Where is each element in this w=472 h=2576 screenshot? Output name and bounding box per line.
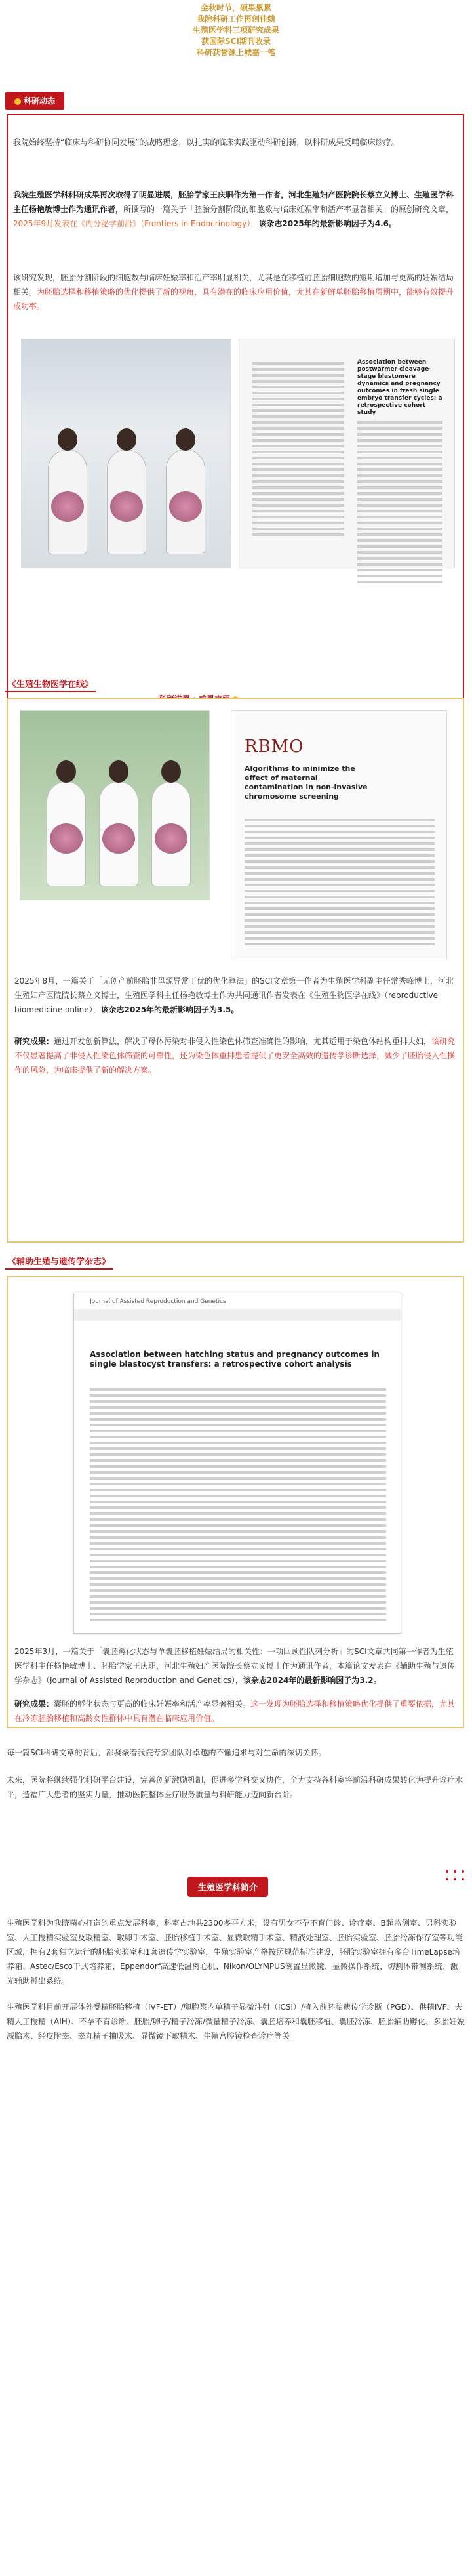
flower-bouquet bbox=[102, 823, 135, 854]
intro-paragraph: 生殖医学科为我院精心打造的重点发展科室，科室占地共2300多平方米，设有男女不孕不育门诊、诊疗室、B超监测室、男科实验室、人工授精实验室及取精室、取卵手术室、胚胎移植手术室、显微取精手术室、精液处理室、胚胎实验室、胚胎冷冻保存室等功能区域，拥有2套独立运行的胚胎实验室和1套遗传学实验室，生殖实验室产格按照规范标准建设，胚胎实验室拥有多台TimeLapse培养箱、Astec/Esco干式培养箱、Eppendorf高速低温离心机、Nikon/OLYMPUS倒置显微镜、显微操作系统、切割体带测系统、激光辅助孵出系统。 bbox=[7, 1919, 463, 1985]
paper1-paragraph: 我院生殖医学科科研成果再次取得了明显进展，胚胎学家王庆职作为第一作者，河北生殖妇产医院院长蔡立义博士、生殖医学科主任杨艳敏博士作为通讯作者，所撰写的一篇关于「胚胎分割阶段的细胞数与临床妊娠率和活产率显著相关」的原创研究文章，2025年9月发表在《内分泌学前沿》（Frontiers in Endocrinology），该杂志2025年的最新影响因子为4.6。 bbox=[13, 190, 454, 228]
journal-header: Journal of Assisted Reproduction and Genetics bbox=[90, 1298, 226, 1305]
paper-text-lines bbox=[252, 359, 344, 539]
person-head bbox=[56, 760, 76, 783]
paper2-title: Algorithms to minimize the effect of maternal contamination in non-invasive chromosome screening bbox=[245, 764, 368, 800]
intro-line: 获国际SCI期刊收录 bbox=[201, 37, 271, 46]
department-intro-body bbox=[7, 1916, 465, 2055]
paper-text-lines bbox=[245, 816, 435, 949]
paper1-findings: 该研究发现，胚胎分割阶段的细胞数与临床妊娠率和活产率明显相关，尤其是在移植前胚胎细胞数的短期增加与更高的妊娠结局相关。为胚胎选择和移植策略的优化提供了新的视角，具有潜在的临床应用价值，尤其在新鲜单胚胎移植周期中，能够有效提升成功率。 bbox=[13, 273, 454, 311]
rbmo-section-tag: 《生殖生物医学在线》 bbox=[5, 676, 96, 692]
person-head bbox=[117, 428, 136, 451]
dots-decoration-icon bbox=[443, 1867, 467, 1891]
paper3-screenshot bbox=[73, 1293, 401, 1634]
lead-paragraph: 我院始终坚持“临床与科研协同发展”的战略理念，以扎实的临床实践驱动科研创新，以科研成果反哺临床诊疗。 bbox=[13, 138, 399, 147]
paper1-title: Association between postwarmer cleavage-stage blastomere dynamics and pregnancy outcomes in fresh single embryo transfer cycles: a retrospective cohort study bbox=[357, 359, 442, 416]
department-intro-tag: 生殖医学科简介 bbox=[187, 1877, 268, 1897]
research-card bbox=[7, 114, 464, 764]
paper3-title: Association between hatching status and pregnancy outcomes in single blastocyst transfers: a retrospective cohort analysis bbox=[90, 1350, 380, 1369]
author-photo bbox=[20, 710, 210, 900]
closing-text bbox=[7, 1745, 465, 1815]
intro-lines bbox=[0, 0, 472, 58]
research-tag: 科研动态 bbox=[5, 92, 64, 110]
flower-bouquet bbox=[155, 823, 187, 854]
intro-line: 金秋时节，硕果累累 bbox=[200, 3, 271, 12]
intro-line: 科研获誉源上城嘉一笔 bbox=[196, 48, 275, 57]
pin-icon bbox=[14, 98, 21, 105]
jarg-section-tag: 《辅助生殖与遗传学杂志》 bbox=[5, 1253, 113, 1270]
closing-paragraph: 未来，医院将继续强化科研平台建设，完善创新激励机制，促进多学科交叉协作，全力支持各科室将前沿科研成果转化为提升诊疗水平，造福广大患者的坚实力量，推动医院整体医疗服务质量与科研能力迈向新台阶。 bbox=[7, 1776, 463, 1799]
flower-bouquet bbox=[51, 491, 84, 522]
paper2-screenshot bbox=[231, 710, 447, 959]
flower-bouquet bbox=[50, 823, 83, 854]
paper2-paragraph: 2025年8月，一篇关于「无创产前胚胎非母源异常于优的优化算法」的SCI文章第一作者为生殖医学科副主任常秀峰博士，河北生殖妇产医院院长蔡立义博士，生殖医学科主任杨艳敏博士作为共同通讯作者发表在《生殖生物医学在线》（reproductive biomedicine online），该杂志2025年的最新影响因子为3.5。 bbox=[14, 976, 454, 1014]
intro-line: 生殖医学科三项研究成果 bbox=[192, 26, 279, 35]
paper3-paragraph: 2025年3月，一篇关于「囊胚孵化状态与单囊胚移植妊娠结局的相关性：一项回顾性队列分析」的SCI文章共同第一作者为生殖医学科主任杨艳敏博士、胚胎学家王庆职，河北生殖妇产医院院长蔡立义博士作为通讯作者，本篇论文发表在《辅助生殖与遗传学杂志》（Journal of Assisted Reproduction and Genetics），该杂志2024年的最新影响因子为3.2。 bbox=[14, 1647, 456, 1685]
paper2-findings: 研究成果：通过开发创新算法，解决了母体污染对非侵入性染色体筛查准确性的影响，尤其适用于染色体结构重排夫妇，该研究不仅显著提高了非侵入性染色体筛查的可靠性，还为染色体重排患者提供了更安全高效的遗传学诊断选择，减少了胚胎侵入性操作的风险，为临床提供了新的解决方案。 bbox=[14, 1037, 456, 1075]
person-head bbox=[161, 760, 181, 783]
paper3-findings: 研究成果：囊胚的孵化状态与更高的临床妊娠率和活产率显著相关。这一发现为胚胎选择和移植策略优化提供了重要依据，尤其在冷冻胚胎移植和高龄女性群体中具有潜在临床应用价值。 bbox=[14, 1699, 456, 1723]
person-head bbox=[109, 760, 128, 783]
jarg-card bbox=[7, 1276, 464, 1728]
closing-paragraph: 每一篇SCI科研文章的背后，都凝聚着我院专家团队对卓越的不懈追求与对生命的深切关怀。 bbox=[7, 1748, 326, 1757]
paper-header-bar bbox=[74, 1309, 401, 1321]
journal-logo: RBMO bbox=[245, 737, 304, 757]
rbmo-card bbox=[7, 698, 464, 1243]
intro-line: 我院科研工作再创佳绩 bbox=[196, 14, 275, 24]
flower-bouquet bbox=[110, 491, 143, 522]
paper1-screenshot bbox=[239, 339, 455, 568]
person-head bbox=[176, 428, 195, 451]
team-photo bbox=[21, 339, 231, 568]
paper-text-lines bbox=[357, 418, 442, 587]
intro-paragraph: 生殖医学科目前开展体外受精胚胎移植（IVF-ET）/卵胞浆内单精子显微注射（ICSI）/植入前胚胎遗传学诊断（PGD）、供精IVF、夫精人工授精（AIH）、不孕不育诊断、胚胎/卵子/精子冷冻/微量精子冷冻、囊胚培养和囊胚移植、囊胚冷冻、胚胎辅助孵化、多胎妊娠减胎术、经皮附睾、睾丸精子抽吸术、显微镜下取精术、生殖宫腔镜检查诊疗等关 bbox=[7, 2003, 465, 2041]
flower-bouquet bbox=[169, 491, 202, 522]
paper-text-lines bbox=[90, 1385, 386, 1625]
person-head bbox=[58, 428, 77, 451]
